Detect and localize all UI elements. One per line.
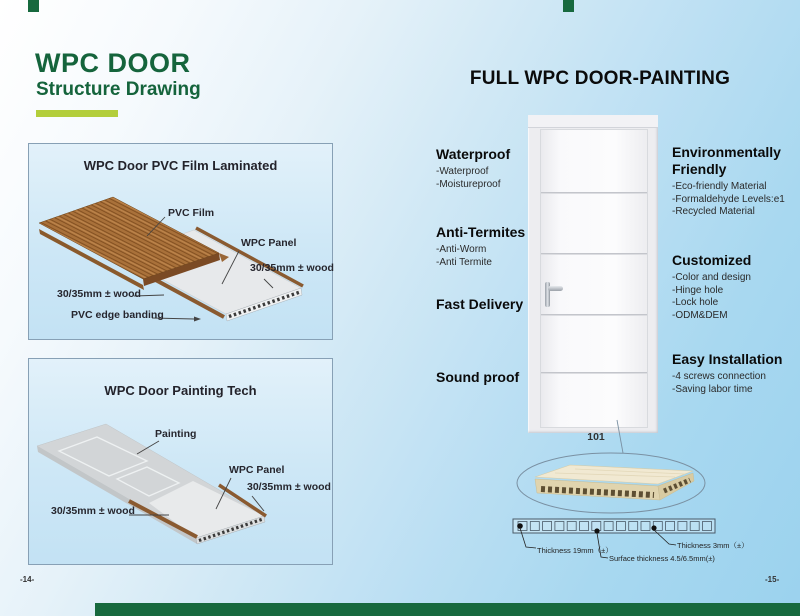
feature-item: -4 screws connection xyxy=(672,371,766,382)
thickness-total-label: Thickness 19mm（±） xyxy=(537,546,613,555)
feature-easy-installation xyxy=(672,351,782,396)
box2-title: WPC Door Painting Tech xyxy=(104,383,257,398)
page-subtitle: Structure Drawing xyxy=(36,79,201,100)
feature-waterproof xyxy=(436,146,510,191)
feature-item: -Anti Termite xyxy=(436,256,492,268)
door-handle-icon xyxy=(548,286,563,291)
top-center-green-tick xyxy=(563,0,574,12)
door-frame xyxy=(528,115,658,433)
door-groove xyxy=(541,314,647,316)
right-panel-title: FULL WPC DOOR-PAINTING xyxy=(469,68,731,89)
feature-heading: Anti-Termites xyxy=(436,224,526,240)
box1-title: WPC Door PVC Film Laminated xyxy=(83,158,278,173)
feature-heading: Fast Delivery xyxy=(436,296,524,312)
door-slab xyxy=(540,129,648,428)
page-title: WPC DOOR xyxy=(35,48,191,78)
feature-item: -Saving labor time xyxy=(672,383,753,395)
feature-item: -Hinge hole xyxy=(672,284,724,296)
feature-item: -Moistureproof xyxy=(436,178,501,190)
door-groove xyxy=(541,192,647,194)
feature-item: -Recycled Material xyxy=(672,206,755,217)
wpc-panel-label: WPC Panel xyxy=(241,237,297,249)
feature-item: -Eco-friendly Material xyxy=(672,181,767,192)
feature-item: -ODM&DEM xyxy=(672,309,728,321)
feature-fast-delivery xyxy=(436,296,523,313)
feature-environmentally-friendly xyxy=(672,144,792,219)
thickness-wall-label: Thickness 3mm（±） xyxy=(677,541,749,550)
wood-left-label: 30/35mm ± wood xyxy=(57,288,141,300)
door-lintel xyxy=(528,115,658,128)
feature-item: -Anti-Worm xyxy=(436,244,487,255)
wood-right-label: 30/35mm ± wood xyxy=(250,262,334,274)
edge-banding-label: PVC edge banding xyxy=(71,309,164,321)
painting-tech-diagram xyxy=(29,359,332,564)
top-left-green-tick xyxy=(28,0,39,12)
pvc-film-label: PVC Film xyxy=(168,207,215,219)
wood-right2-label: 30/35mm ± wood xyxy=(247,481,331,493)
wpc-panel2-label: WPC Panel xyxy=(229,464,285,476)
feature-sound-proof xyxy=(436,369,519,386)
feature-item: -Lock hole xyxy=(672,297,719,308)
lime-accent-bar xyxy=(36,110,118,117)
surface-thickness-label: Surface thickness 4.5/6.5mm(±) xyxy=(609,554,715,563)
feature-item: -Color and design xyxy=(672,272,751,283)
footer-green-bar xyxy=(95,603,800,616)
door-groove xyxy=(541,253,647,255)
door-groove xyxy=(541,372,647,374)
feature-heading: Environmentally Friendly xyxy=(672,144,781,177)
door-model-number: 101 xyxy=(587,431,605,443)
feature-heading: Waterproof xyxy=(436,146,511,162)
feature-heading: Easy Installation xyxy=(672,351,783,367)
painting-label: Painting xyxy=(155,428,197,440)
feature-anti-termites xyxy=(436,224,525,269)
feature-heading: Sound proof xyxy=(436,369,520,385)
feature-item: -Waterproof xyxy=(436,166,489,177)
page-number-right: -15- xyxy=(765,575,780,584)
feature-item: -Formaldehyde Levels:e1 xyxy=(672,193,785,205)
wood-left2-label: 30/35mm ± wood xyxy=(51,505,135,517)
feature-customized xyxy=(672,252,751,322)
page-number-left: -14- xyxy=(20,575,35,584)
painting-tech-box xyxy=(28,358,333,565)
feature-heading: Customized xyxy=(672,252,752,268)
